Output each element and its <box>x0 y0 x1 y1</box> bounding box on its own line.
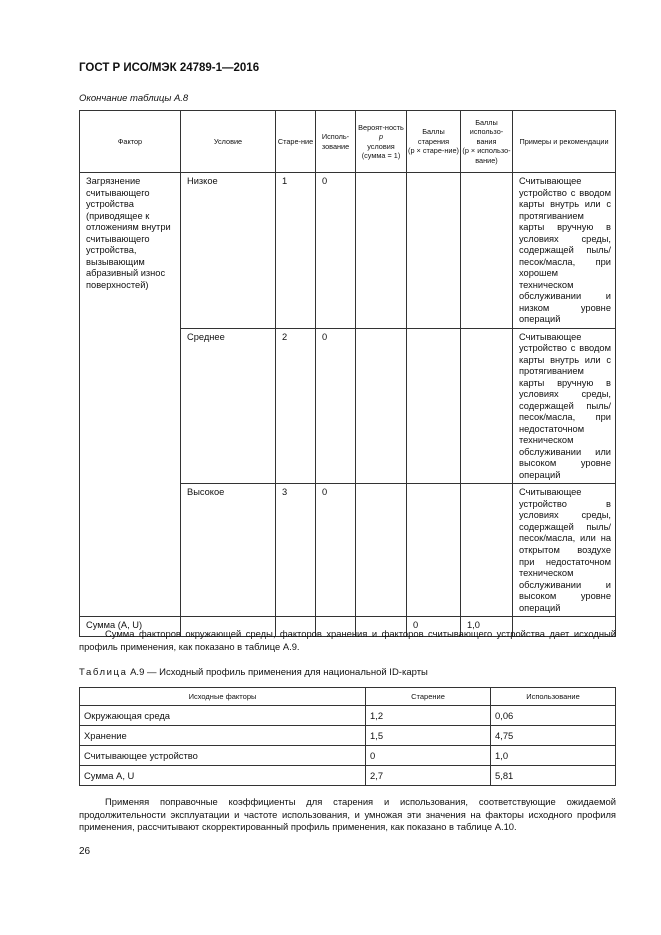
usage-cell: 5,81 <box>491 766 616 786</box>
usage-cell: 0 <box>316 173 356 329</box>
factor-cell: Считывающее устройство <box>80 746 366 766</box>
header-factor: Фактор <box>80 111 181 173</box>
table-row <box>80 173 616 329</box>
condition-cell: Среднее <box>181 328 276 484</box>
usage-cell: 0 <box>316 328 356 484</box>
header-usage: Использование <box>491 688 616 706</box>
example-cell: Считывающее устройство в условиях среды, содержащей пыль/песок/масла, или на открытом воздухе при недостаточном техническом обслуживании и высоком уровне операций <box>513 484 616 617</box>
header-base-factors: Исходные факторы <box>80 688 366 706</box>
table-a9 <box>79 687 616 786</box>
probability-cell <box>356 484 407 617</box>
aging-cell: 0 <box>366 746 491 766</box>
table-row <box>80 706 616 726</box>
factor-cell: Сумма A, U <box>80 766 366 786</box>
page-number: 26 <box>79 846 91 857</box>
factor-cell: Загрязнение считывающего устройства (приводящее к отложениям внутри считывающего устройства, вызывающим абразивный износ поверхностей) <box>80 173 181 617</box>
table-a8-header-row <box>80 111 616 173</box>
aging-cell: 3 <box>276 484 316 617</box>
paragraph-1: Сумма факторов окружающей среды, факторов хранения и факторов считывающего устройства дает исходный профиль применения, как показано в таблице А.9. <box>79 628 616 652</box>
table-row <box>80 726 616 746</box>
table-a8-caption: Окончание таблицы А.8 <box>79 93 189 104</box>
usage-points-cell <box>461 328 513 484</box>
aging-points-cell <box>407 328 461 484</box>
sum-label-cell: Сумма (A, U) <box>80 617 181 637</box>
sum-aging-cell: 0 <box>407 617 461 637</box>
sum-usage-cell: 1,0 <box>461 617 513 637</box>
table-row <box>80 766 616 786</box>
aging-cell: 2,7 <box>366 766 491 786</box>
aging-cell: 2 <box>276 328 316 484</box>
table-row <box>80 746 616 766</box>
usage-cell: 1,0 <box>491 746 616 766</box>
usage-cell: 4,75 <box>491 726 616 746</box>
aging-cell: 1,5 <box>366 726 491 746</box>
probability-cell <box>356 173 407 329</box>
document-header: ГОСТ Р ИСО/МЭК 24789-1—2016 <box>79 62 260 74</box>
table-a9-header-row <box>80 688 616 706</box>
table-a8 <box>79 110 616 637</box>
header-examples: Примеры и рекомендации <box>513 111 616 173</box>
header-usage: Исполь-зование <box>316 111 356 173</box>
paragraph-2: Применяя поправочные коэффициенты для старения и использования, соответствующие ожидаемой продолжительности эксплуатации и частоте использования, и умножая эти значения на факторы исходного профиля применения, рассчитывают скорректированный профиль применения, как показано в таблице А.10. <box>79 796 616 833</box>
condition-cell: Высокое <box>181 484 276 617</box>
table-a9-caption: Таблица А.9 — Исходный профиль применения для национальной ID-карты <box>79 667 428 678</box>
header-probability: Вероят-ность p условия (сумма = 1) <box>356 111 407 173</box>
header-aging-points: Баллы старения (p × старе-ние) <box>407 111 461 173</box>
usage-cell: 0 <box>316 484 356 617</box>
condition-cell: Низкое <box>181 173 276 329</box>
header-aging: Старение <box>366 688 491 706</box>
aging-points-cell <box>407 484 461 617</box>
aging-points-cell <box>407 173 461 329</box>
aging-cell: 1 <box>276 173 316 329</box>
usage-points-cell <box>461 173 513 329</box>
probability-cell <box>356 328 407 484</box>
usage-points-cell <box>461 484 513 617</box>
aging-cell: 1,2 <box>366 706 491 726</box>
header-aging: Старе-ние <box>276 111 316 173</box>
header-condition: Условие <box>181 111 276 173</box>
factor-cell: Окружающая среда <box>80 706 366 726</box>
factor-cell: Хранение <box>80 726 366 746</box>
usage-cell: 0,06 <box>491 706 616 726</box>
example-cell: Считывающее устройство с вводом карты внутрь или с протягиванием карты вручную в условиях среды, содержащей пыль/песок/масла, при хорошем техническом обслуживании и низком уровне операций <box>513 173 616 329</box>
example-cell: Считывающее устройство с вводом карты внутрь или с протягиванием карты вручную в условиях среды, содержащей пыль/песок/масла, при недостаточном техническом обслуживании или высоком уровне операций <box>513 328 616 484</box>
header-usage-points: Баллы использо-вания (p × использо-вание) <box>461 111 513 173</box>
